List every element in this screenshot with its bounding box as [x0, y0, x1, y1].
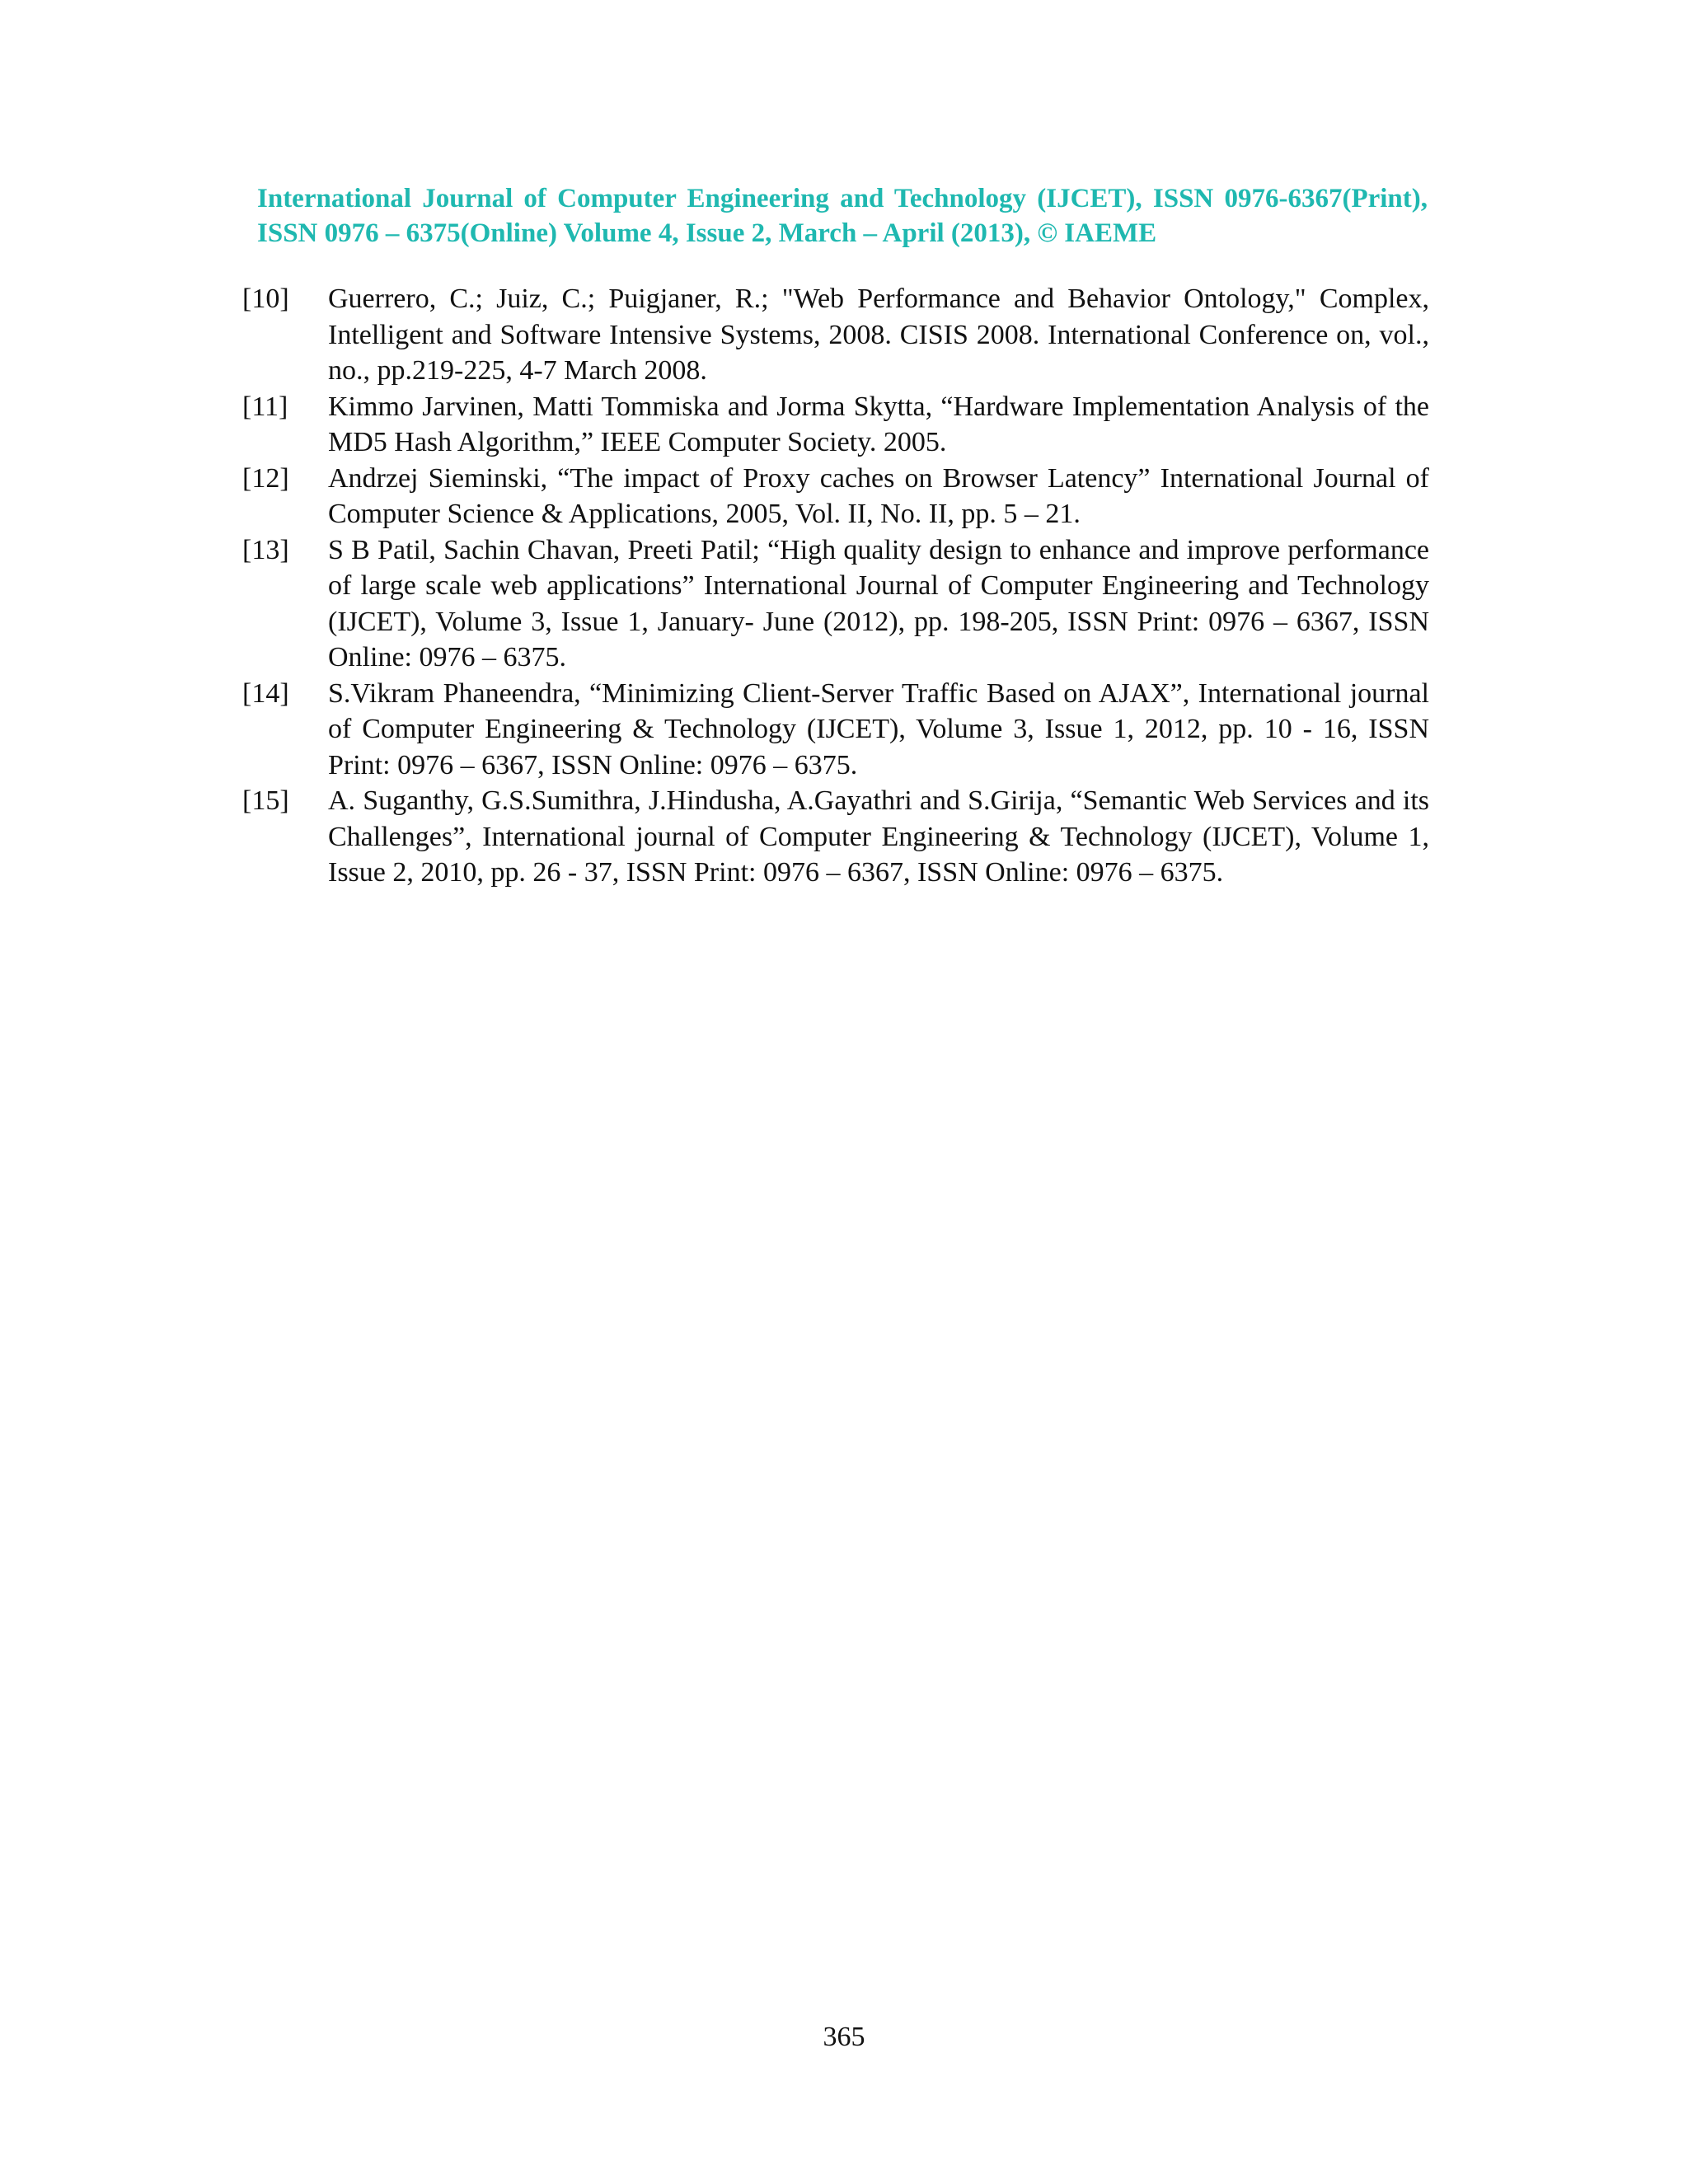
- reference-text: Guerrero, C.; Juiz, C.; Puigjaner, R.; "Web Performance and Behavior Ontology," Complex, Intelligent and Software Intensive Systems, 2008. CISIS 2008. International Conference on, vol., no., pp.219-225, 4-7 March 2008.: [328, 284, 1429, 386]
- reference-item: [242, 532, 1429, 676]
- journal-header: International Journal of Computer Engineering and Technology (IJCET), ISSN 0976-6367(Print), ISSN 0976 – 6375(Online) Volume 4, Issue 2, March – April (2013), © IAEME: [257, 184, 1428, 248]
- reference-number: [13]: [242, 534, 289, 565]
- reference-text: Kimmo Jarvinen, Matti Tommiska and Jorma Skytta, “Hardware Implementation Analysis of the MD5 Hash Algorithm,” IEEE Computer Society. 2005.: [328, 391, 1429, 457]
- page-number: 365: [823, 2022, 865, 2052]
- reference-number: [15]: [242, 785, 289, 816]
- reference-list: [242, 281, 1429, 891]
- reference-number: [11]: [242, 391, 288, 422]
- reference-item: [242, 389, 1429, 461]
- reference-text: A. Suganthy, G.S.Sumithra, J.Hindusha, A.Gayathri and S.Girija, “Semantic Web Services and its Challenges”, International journal of Computer Engineering & Technology (IJCET), Volume 1, Issue 2, 2010, pp. 26 - 37, ISSN Print: 0976 – 6367, ISSN Online: 0976 – 6375.: [328, 785, 1429, 888]
- reference-item: [242, 461, 1429, 532]
- reference-text: S B Patil, Sachin Chavan, Preeti Patil; “High quality design to enhance and improve performance of large scale web applications” International Journal of Computer Engineering and Technology (IJCET), Volume 3, Issue 1, January- June (2012), pp. 198-205, ISSN Print: 0976 – 6367, ISSN Online: 0976 – 6375.: [328, 534, 1429, 673]
- reference-number: [10]: [242, 284, 289, 314]
- reference-text: S.Vikram Phaneendra, “Minimizing Client-Server Traffic Based on AJAX”, International journal of Computer Engineering & Technology (IJCET), Volume 3, Issue 1, 2012, pp. 10 - 16, ISSN Print: 0976 – 6367, ISSN Online: 0976 – 6375.: [328, 677, 1429, 780]
- reference-number: [12]: [242, 462, 289, 494]
- reference-text: Andrzej Sieminski, “The impact of Proxy caches on Browser Latency” International Journal of Computer Science & Applications, 2005, Vol. II, No. II, pp. 5 – 21.: [328, 462, 1429, 529]
- reference-number: [14]: [242, 677, 289, 709]
- reference-item: [242, 281, 1429, 389]
- reference-item: [242, 676, 1429, 784]
- reference-item: [242, 783, 1429, 891]
